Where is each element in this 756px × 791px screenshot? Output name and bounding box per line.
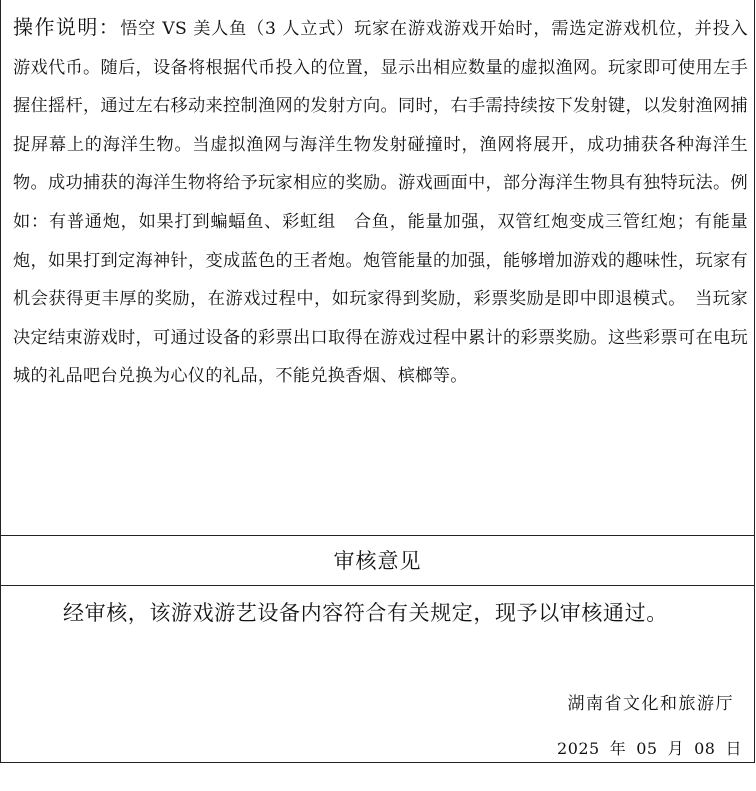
operation-description-cell [1,0,754,535]
review-opinion-cell [1,586,754,763]
date-day-unit: 日 [725,739,742,758]
description-body: 悟空 VS 美人鱼（3 人立式）玩家在游戏游戏开始时，需选定游戏机位，并投入游戏代币。随后，设备将根据代币投入的位置，显示出相应数量的虚拟渔网。玩家即可使用左手握住摇杆，通过左右移动来控制渔网的发射方向。同时，右手需持续按下发射键，以发射渔网捕捉屏幕上的海洋生物。当虚拟渔网与海洋生物发射碰撞时，渔网将展开，成功捕获各种海洋生物。成功捕获的海洋生物将给予玩家相应的奖励。游戏画面中，部分海洋生物具有独特玩法。例如：有普通炮，如果打到蝙蝠鱼、彩虹组 合鱼，能量加强，双管红炮变成三管红炮；有能量炮，如果打到定海神针，变成蓝色的王者炮。炮管能量的加强，能够增加游戏的趣味性，玩家有机会获得更丰厚的奖励，在游戏过程中，如玩家得到奖励，彩票奖励是即中即退模式。 当玩家决定结束游戏时，可通过设备的彩票出口取得在游戏过程中累计的彩票奖励。这些彩票可在电玩城的礼品吧台兑换为心仪的礼品，不能兑换香烟、槟榔等。 [13,19,749,387]
date-month-unit: 月 [667,739,685,758]
date-month: 05 [636,739,658,758]
review-date [557,736,742,759]
review-opinion-text: 经审核，该游戏游艺设备内容符合有关规定，现予以审核通过。 [63,601,668,625]
description-title: 操作说明： [13,15,121,39]
review-opinion-header: 审核意见 [1,535,754,586]
date-year-unit: 年 [609,739,627,758]
issuing-organization: 湖南省文化和旅游厅 [567,694,734,714]
date-day: 08 [694,739,716,758]
date-year: 2025 [557,739,600,758]
